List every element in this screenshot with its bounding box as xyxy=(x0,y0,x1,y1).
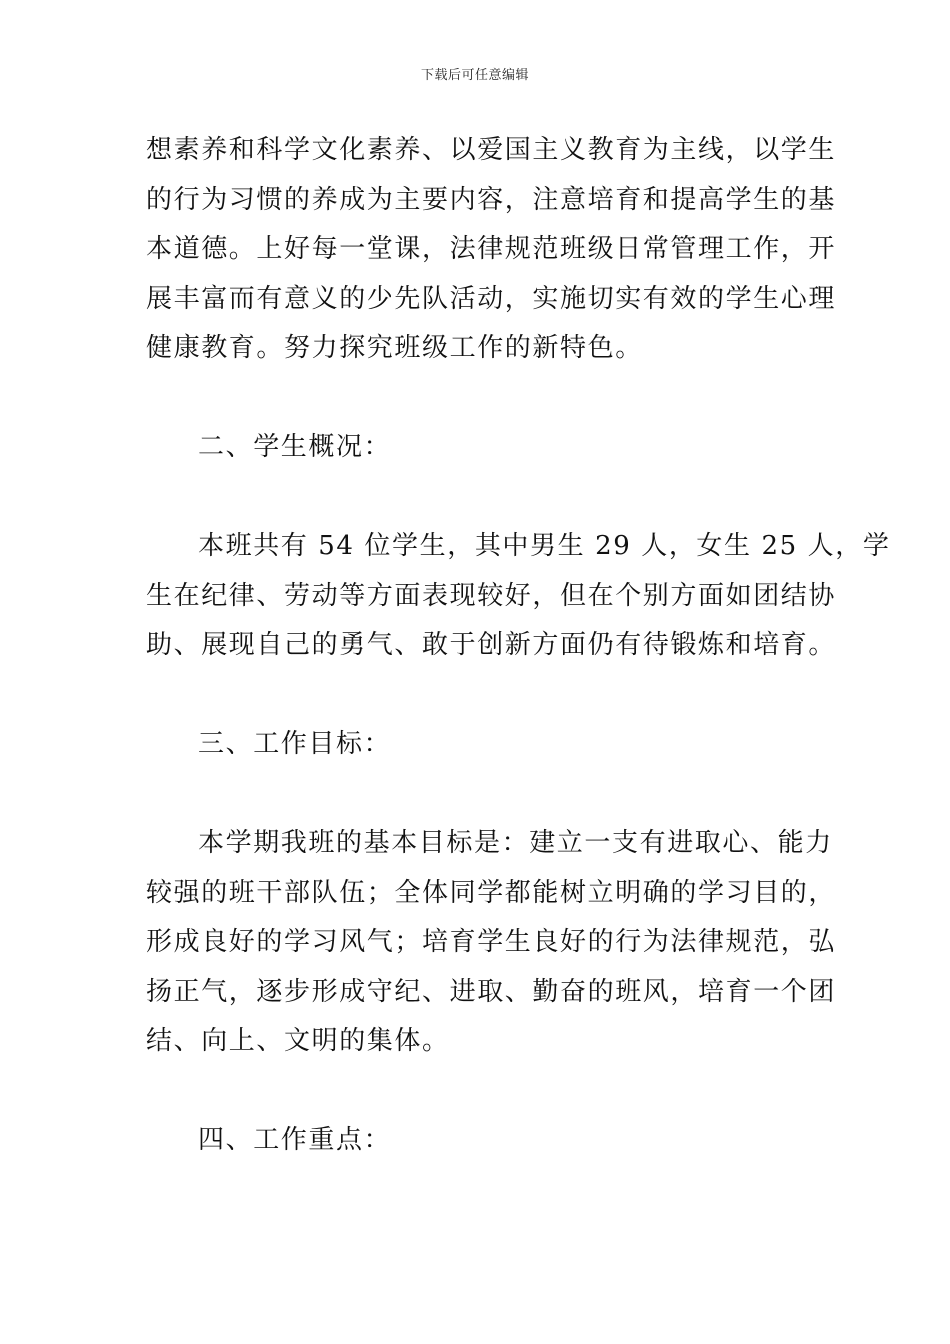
text-line: 结、向上、文明的集体。 xyxy=(146,1026,450,1056)
text-line: 本班共有 54 位学生，其中男生 29 人，女生 25 人，学 xyxy=(198,531,891,561)
text-line: 展丰富而有意义的少先队活动，实施切实有效的学生心理 xyxy=(146,283,837,314)
text-line: 健康教育。努力探究班级工作的新特色。 xyxy=(146,333,643,363)
paragraph-spacer xyxy=(146,473,806,523)
paragraph-spacer xyxy=(146,1067,806,1117)
page-header: 下载后可任意编辑 xyxy=(420,68,529,83)
section-heading-4 xyxy=(146,1116,806,1166)
heading-text: 二、学生概况： xyxy=(198,432,392,462)
document-body xyxy=(146,126,891,1166)
heading-text: 三、工作目标： xyxy=(198,729,392,759)
text-line: 较强的班干部队伍；全体同学都能树立明确的学习目的， xyxy=(146,877,837,908)
paragraph-2 xyxy=(146,522,891,671)
paragraph-3 xyxy=(146,819,837,1067)
section-heading-2 xyxy=(146,423,806,473)
text-line: 助、展现自己的勇气、敢于创新方面仍有待锻炼和培育。 xyxy=(146,630,837,660)
text-line: 想素养和科学文化素养、以爱国主义教育为主线，以学生 xyxy=(146,135,837,165)
text-line: 本道德。上好每一堂课，法律规范班级日常管理工作，开 xyxy=(146,234,837,264)
paragraph-1 xyxy=(146,126,837,374)
text-line: 扬正气，逐步形成守纪、进取、勤奋的班风，培育一个团 xyxy=(146,976,837,1007)
text-line: 生在纪律、劳动等方面表现较好，但在个别方面如团结协 xyxy=(146,580,837,611)
text-line: 形成良好的学习风气；培育学生良好的行为法律规范，弘 xyxy=(146,927,837,957)
paragraph-spacer xyxy=(146,671,806,721)
paragraph-spacer xyxy=(146,374,806,424)
heading-text: 四、工作重点： xyxy=(198,1125,392,1155)
section-heading-3 xyxy=(146,720,806,770)
paragraph-spacer xyxy=(146,770,806,820)
text-line: 本学期我班的基本目标是：建立一支有进取心、能力 xyxy=(198,828,833,858)
text-line: 的行为习惯的养成为主要内容，注意培育和提高学生的基 xyxy=(146,184,837,215)
